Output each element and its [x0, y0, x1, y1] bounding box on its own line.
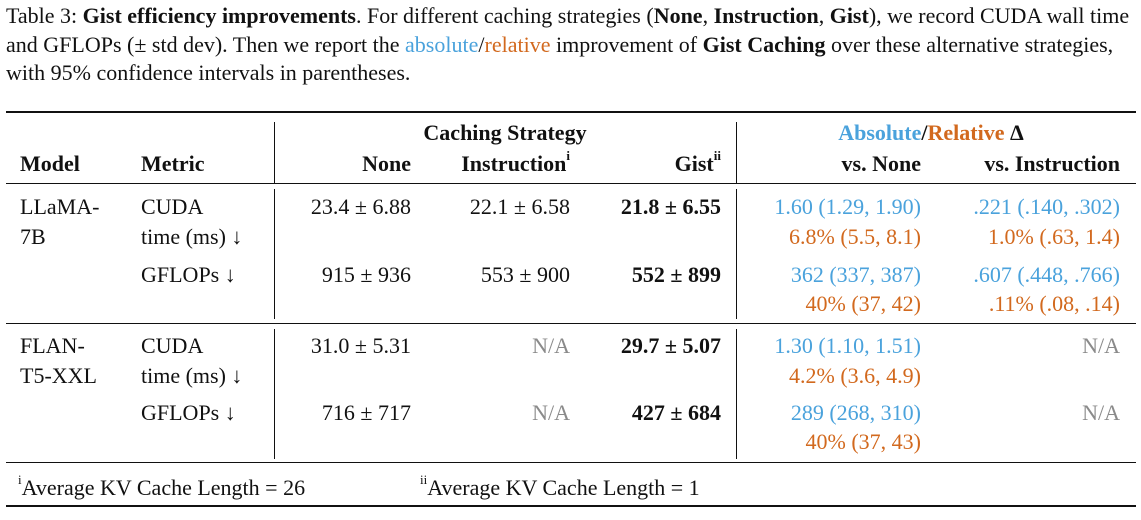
caption-strategy-instruction: Instruction [713, 3, 819, 28]
header-absolute-relative [806, 118, 1056, 147]
model-name: 7B [20, 224, 46, 249]
model-name: T5-XXL [20, 363, 97, 388]
delta-vs-none-relative: 4.2% (3.6, 4.9) [789, 363, 921, 388]
delta-vs-instruction: N/A [1082, 333, 1120, 358]
metric-name: GFLOPs ↓ [141, 400, 236, 425]
header-metric: Metric [141, 151, 205, 176]
metric-name: time (ms) ↓ [141, 224, 243, 249]
header-slash: / [921, 120, 928, 145]
delta-vs-none-relative: 40% (37, 43) [805, 429, 921, 454]
metric-name: time (ms) ↓ [141, 363, 243, 388]
metric-name: GFLOPs ↓ [141, 262, 236, 287]
value-instruction: N/A [532, 333, 570, 358]
group1-separator-left [274, 189, 275, 319]
header-gist-sup: ii [713, 147, 721, 163]
delta-vs-instruction-relative: .11% (.08, .14) [988, 291, 1120, 316]
model-name: LLaMA- [20, 194, 100, 219]
value-instruction: 553 ± 900 [480, 262, 570, 287]
value-gist: 552 ± 899 [631, 262, 721, 287]
top-rule [6, 111, 1136, 113]
value-gist: 21.8 ± 6.55 [620, 194, 721, 219]
bottom-rule [6, 505, 1136, 507]
footnote-mark-ii: ii [420, 471, 428, 487]
delta-vs-none-absolute: 1.60 (1.29, 1.90) [774, 194, 921, 219]
header-instruction-sup: i [566, 147, 570, 163]
caption-slash: / [478, 31, 485, 57]
caption-text-2: ), we record CUDA wall time and GFLOPs (± std dev). Then we report the [6, 3, 1130, 57]
delta-vs-none-relative: 6.8% (5.5, 8.1) [789, 224, 921, 249]
group2-separator-right [736, 329, 737, 459]
header-instruction [420, 149, 570, 178]
delta-vs-none-absolute: 1.30 (1.10, 1.51) [774, 333, 921, 358]
footnote-mark-i: i [18, 471, 22, 487]
group-rule [6, 323, 1136, 324]
caption-text-4: over these alternative strategies, with 95% confidence intervals in parentheses. [6, 31, 1114, 85]
caption-relative: relative [484, 31, 551, 57]
metric-name: CUDA [141, 194, 204, 219]
value-gist: 29.7 ± 5.07 [620, 333, 721, 358]
header-vs-none: vs. None [841, 151, 921, 176]
delta-vs-none-absolute: 362 (337, 387) [790, 262, 921, 287]
caption-absolute: absolute [405, 31, 479, 57]
delta-vs-instruction-relative: 1.0% (.63, 1.4) [988, 224, 1120, 249]
header-delta: Δ [1004, 120, 1024, 145]
value-none: 23.4 ± 6.88 [310, 194, 411, 219]
caption-comma-1: , [702, 3, 714, 28]
delta-vs-instruction-absolute: .221 (.140, .302) [973, 194, 1120, 219]
value-none: 31.0 ± 5.31 [310, 333, 411, 358]
footnote-rule [6, 462, 1136, 463]
caption-strategy-gist: Gist [829, 3, 869, 28]
header-gist-label: Gist [674, 151, 714, 176]
footnote-text-i: Average KV Cache Length = 26 [21, 475, 306, 500]
header-absolute: Absolute [838, 120, 922, 145]
value-none: 716 ± 717 [321, 400, 411, 425]
value-instruction: 22.1 ± 6.58 [469, 194, 570, 219]
caption-label: Table 3: [6, 3, 78, 28]
delta-vs-none-absolute: 289 (268, 310) [790, 400, 921, 425]
value-gist: 427 ± 684 [631, 400, 721, 425]
caption-text-1: . For different caching strategies ( [355, 3, 654, 28]
table-caption [6, 2, 1136, 88]
group1-separator-right [736, 189, 737, 319]
header-relative: Relative [927, 120, 1005, 145]
footnote-gist [420, 473, 700, 502]
header-model: Model [20, 151, 80, 176]
header-rule [6, 183, 1136, 184]
group2-separator-left [274, 329, 275, 459]
model-name: FLAN- [20, 333, 85, 358]
header-none: None [362, 151, 411, 176]
delta-vs-instruction: N/A [1082, 400, 1120, 425]
caption-comma-2: , [818, 3, 830, 28]
header-gist [590, 149, 721, 178]
caption-gist-caching: Gist Caching [702, 31, 826, 57]
value-none: 915 ± 936 [321, 262, 411, 287]
value-instruction: N/A [532, 400, 570, 425]
delta-vs-none-relative: 40% (37, 42) [805, 291, 921, 316]
metric-name: CUDA [141, 333, 204, 358]
delta-vs-instruction-absolute: .607 (.448, .766) [973, 262, 1120, 287]
header-instruction-label: Instruction [461, 151, 567, 176]
caption-title: Gist efficiency improvements [82, 3, 356, 28]
header-separator-left [274, 122, 275, 183]
caption-strategy-none: None [653, 3, 703, 28]
footnote-text-ii: Average KV Cache Length = 1 [427, 475, 700, 500]
header-separator-right [736, 122, 737, 183]
caption-text-3: improvement of [550, 31, 703, 57]
header-caching-strategy: Caching Strategy [423, 120, 587, 145]
footnote-instruction [18, 473, 305, 502]
header-vs-instruction: vs. Instruction [984, 151, 1120, 176]
